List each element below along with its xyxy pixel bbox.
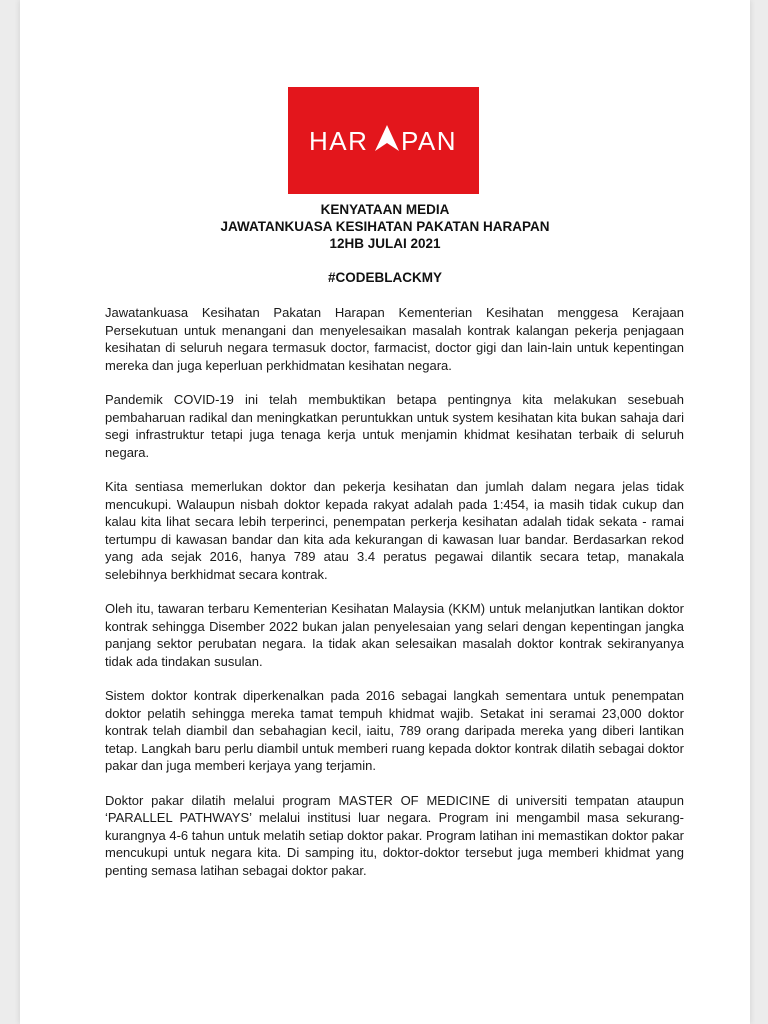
heading-date: 12HB JULAI 2021 [329, 236, 441, 251]
paragraph-6: Doktor pakar dilatih melalui program MASTER OF MEDICINE di universiti tempatan ataupun ‘PARALLEL PATHWAYS’ melalui institusi luar negara. Program ini mengambil masa sekurang-kurangnya 4-6 tahun untuk melatih setiap doktor pakar. Program latihan ini memastikan doktor pakar mencukupi untuk negara kita. Di samping itu, doktor-doktor tersebut juga memberi khidmat yang penting semasa latihan sebagai doktor pakar. [105, 792, 684, 878]
paragraph-1: Jawatankuasa Kesihatan Pakatan Harapan Kementerian Kesihatan menggesa Kerajaan Persekutuan untuk menangani dan menyelesaikan masalah kontrak kalangan pekerja penjagaan kesihatan di seluruh negara termasuk doctor, farmacist, doctor gigi dan lain-lain untuk kepentingan mereka dan juga keperluan perkhidmatan kesihatan negara. [105, 305, 684, 373]
logo-text-left: HAR [308, 125, 368, 156]
logo-text-right: PAN [400, 125, 457, 156]
heading-line-2: JAWATANKUASA KESIHATAN PAKATAN HARAPAN [220, 219, 550, 234]
logo-arrow-icon [375, 125, 399, 151]
harapan-logo [288, 87, 479, 194]
paragraph-3: Kita sentiasa memerlukan doktor dan pekerja kesihatan dan jumlah dalam negara jelas tidak mencukupi. Walaupun nisbah doktor kepada rakyat adalah pada 1:454, ia masih tidak cukup dan kalau kita lihat secara lebih terperinci, penempatan perkerja kesihatan adalah tidak sekata - ramai tertumpu di kawasan bandar dan kita ada kekurangan di kawasan luar bandar. Berdasarkan rekod yang ada sejak 2016, hanya 789 atau 3.4 peratus pegawai dilantik secara tetap, manakala selebihnya berkhidmat secara kontrak. [105, 479, 684, 582]
paragraph-4: Oleh itu, tawaran terbaru Kementerian Kesihatan Malaysia (KKM) untuk melanjutkan lantikan doktor kontrak sehingga Disember 2022 bukan jalan penyelesaian yang selari dengan kepentingan jangka panjang sektor perubatan negara. Ia tidak akan selesaikan masalah doktor kontrak sekiranyanya tidak ada tindakan susulan. [105, 601, 684, 669]
paragraph-5: Sistem doktor kontrak diperkenalkan pada 2016 sebagai langkah sementara untuk penempatan doktor pelatih sehingga mereka tamat tempuh khidmat wajib. Setakat ini seramai 23,000 doktor kontrak telah diambil dan sebahagian kecil, iaitu, 789 orang daripada mereka yang diberi lantikan tetap. Langkah baru perlu diambil untuk memberi ruang kepada doktor kontrak dilatih sebagai doktor pakar dan juga memberi kerjaya yang terjamin. [105, 688, 684, 773]
document-page [20, 0, 750, 1024]
statement-body [105, 304, 684, 896]
hashtag: #CODEBLACKMY [327, 270, 442, 285]
paragraph-2: Pandemik COVID-19 ini telah membuktikan betapa pentingnya kita melakukan sesebuah pembaharuan radikal dan meningkatkan peruntukkan untuk system kesihatan kita bukan sahaja dari segi infrastruktur tetapi juga tenaga kerja untuk menjamin khidmat kesihatan terbaik di seluruh negara. [105, 392, 684, 460]
harapan-logo-mark [309, 121, 459, 161]
heading-line-1: KENYATAAN MEDIA [320, 202, 450, 217]
statement-heading [20, 201, 750, 252]
